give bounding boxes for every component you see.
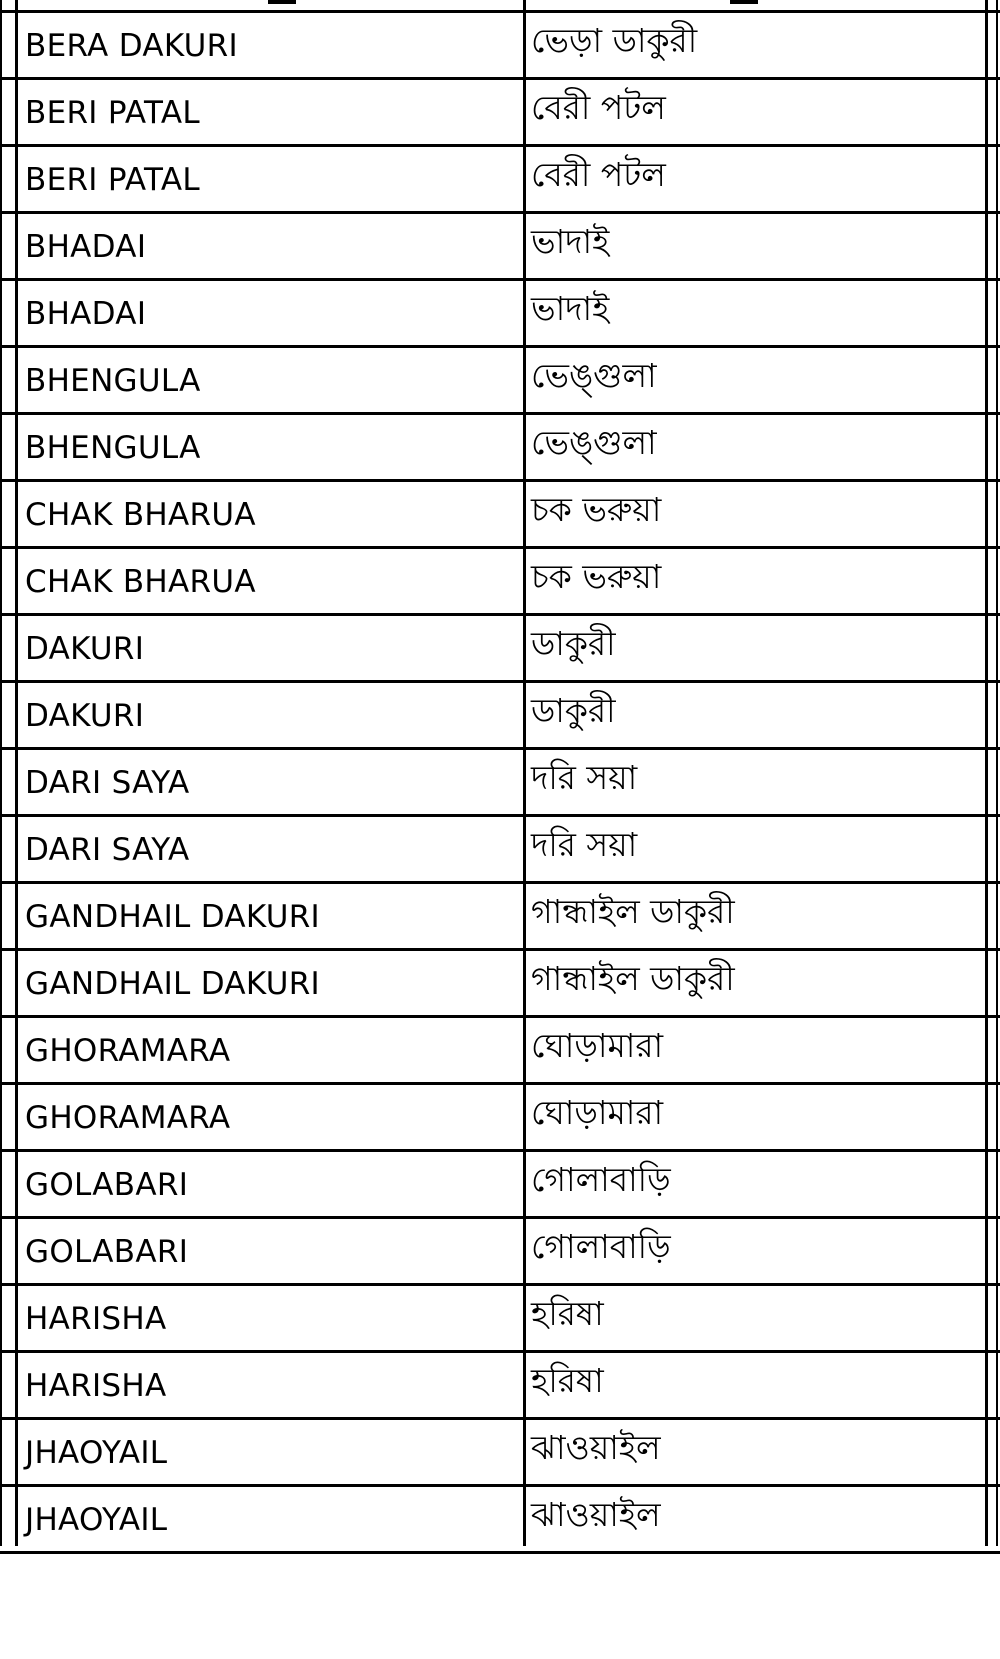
row-divider xyxy=(0,1082,1000,1085)
table-row xyxy=(0,1018,1000,1085)
english-name-cell: JHAOYAIL xyxy=(25,1502,168,1538)
english-name-cell: BERI PATAL xyxy=(25,95,200,131)
row-divider xyxy=(0,613,1000,616)
row-divider xyxy=(0,77,1000,80)
cropped-text-fragment xyxy=(268,0,296,4)
english-name-cell: DAKURI xyxy=(25,698,145,734)
table-row xyxy=(0,1487,1000,1554)
table-row xyxy=(0,1219,1000,1286)
row-divider xyxy=(0,546,1000,549)
english-name-cell: JHAOYAIL xyxy=(25,1435,168,1471)
english-name-cell: BHADAI xyxy=(25,296,147,332)
bengali-name-cell: ঘোড়ামারা xyxy=(531,1093,664,1132)
bengali-name-cell: গোলাবাড়ি xyxy=(531,1160,671,1199)
bengali-name-cell: ঝাওয়াইল xyxy=(531,1428,661,1467)
english-name-cell: GHORAMARA xyxy=(25,1100,231,1136)
row-divider xyxy=(0,1015,1000,1018)
bengali-name-cell: ভাদাই xyxy=(531,222,610,261)
row-divider xyxy=(0,1551,1000,1554)
bengali-name-cell: ভেঙ্গুলা xyxy=(531,423,657,462)
table-row xyxy=(0,951,1000,1018)
row-divider xyxy=(0,412,1000,415)
english-name-cell: BERI PATAL xyxy=(25,162,200,198)
bengali-name-cell: ভেড়া ডাকুরী xyxy=(531,21,698,60)
english-name-cell: GHORAMARA xyxy=(25,1033,231,1069)
bengali-name-cell: গোলাবাড়ি xyxy=(531,1227,671,1266)
table-row xyxy=(0,1286,1000,1353)
row-divider xyxy=(0,1216,1000,1219)
table-row xyxy=(0,80,1000,147)
table-row xyxy=(0,1085,1000,1152)
row-divider xyxy=(0,10,1000,13)
row-divider xyxy=(0,1283,1000,1286)
bengali-name-cell: হরিষা xyxy=(531,1361,604,1400)
bengali-name-cell: দরি সয়া xyxy=(531,758,638,797)
bengali-name-cell: ঘোড়ামারা xyxy=(531,1026,664,1065)
english-name-cell: DARI SAYA xyxy=(25,765,190,801)
cropped-text-fragment xyxy=(730,0,758,4)
row-divider xyxy=(0,1149,1000,1152)
table-row xyxy=(0,1353,1000,1420)
table-row xyxy=(0,13,1000,80)
bengali-name-cell: বেরী পটল xyxy=(531,155,666,194)
row-divider xyxy=(0,680,1000,683)
row-divider xyxy=(0,814,1000,817)
english-name-cell: CHAK BHARUA xyxy=(25,564,256,600)
table-row xyxy=(0,817,1000,884)
row-divider xyxy=(0,1417,1000,1420)
row-divider xyxy=(0,747,1000,750)
bengali-name-cell: গান্ধাইল ডাকুরী xyxy=(531,892,735,931)
bengali-name-cell: গান্ধাইল ডাকুরী xyxy=(531,959,735,998)
english-name-cell: DAKURI xyxy=(25,631,145,667)
bengali-name-cell: বেরী পটল xyxy=(531,88,666,127)
english-name-cell: BHENGULA xyxy=(25,363,201,399)
table-row xyxy=(0,415,1000,482)
table-row xyxy=(0,214,1000,281)
table-row xyxy=(0,1152,1000,1219)
english-name-cell: BHADAI xyxy=(25,229,147,265)
table-row xyxy=(0,683,1000,750)
row-divider xyxy=(0,881,1000,884)
english-name-cell: HARISHA xyxy=(25,1368,167,1404)
bengali-name-cell: হরিষা xyxy=(531,1294,604,1333)
english-name-cell: GANDHAIL DAKURI xyxy=(25,899,320,935)
table-row xyxy=(0,281,1000,348)
bengali-name-cell: চক ভরুয়া xyxy=(531,490,662,529)
row-divider xyxy=(0,278,1000,281)
table-row xyxy=(0,549,1000,616)
bengali-name-cell: ডাকুরী xyxy=(531,624,616,663)
table-row xyxy=(0,884,1000,951)
table-row xyxy=(0,147,1000,214)
english-name-cell: CHAK BHARUA xyxy=(25,497,256,533)
table-row xyxy=(0,616,1000,683)
bengali-name-cell: দরি সয়া xyxy=(531,825,638,864)
bengali-name-cell: ভেঙ্গুলা xyxy=(531,356,657,395)
table-row xyxy=(0,482,1000,549)
row-divider xyxy=(0,1350,1000,1353)
english-name-cell: BERA DAKURI xyxy=(25,28,238,64)
row-divider xyxy=(0,211,1000,214)
bengali-name-cell: ডাকুরী xyxy=(531,691,616,730)
row-divider xyxy=(0,948,1000,951)
table-row xyxy=(0,750,1000,817)
row-divider xyxy=(0,144,1000,147)
row-divider xyxy=(0,1484,1000,1487)
english-name-cell: GOLABARI xyxy=(25,1234,189,1270)
english-name-cell: GANDHAIL DAKURI xyxy=(25,966,320,1002)
row-divider xyxy=(0,345,1000,348)
bengali-name-cell: চক ভরুয়া xyxy=(531,557,662,596)
table-row xyxy=(0,1420,1000,1487)
english-name-cell: BHENGULA xyxy=(25,430,201,466)
row-divider xyxy=(0,479,1000,482)
english-name-cell: DARI SAYA xyxy=(25,832,190,868)
bengali-name-cell: ঝাওয়াইল xyxy=(531,1495,661,1534)
english-name-cell: HARISHA xyxy=(25,1301,167,1337)
bengali-name-cell: ভাদাই xyxy=(531,289,610,328)
table-row xyxy=(0,348,1000,415)
english-name-cell: GOLABARI xyxy=(25,1167,189,1203)
